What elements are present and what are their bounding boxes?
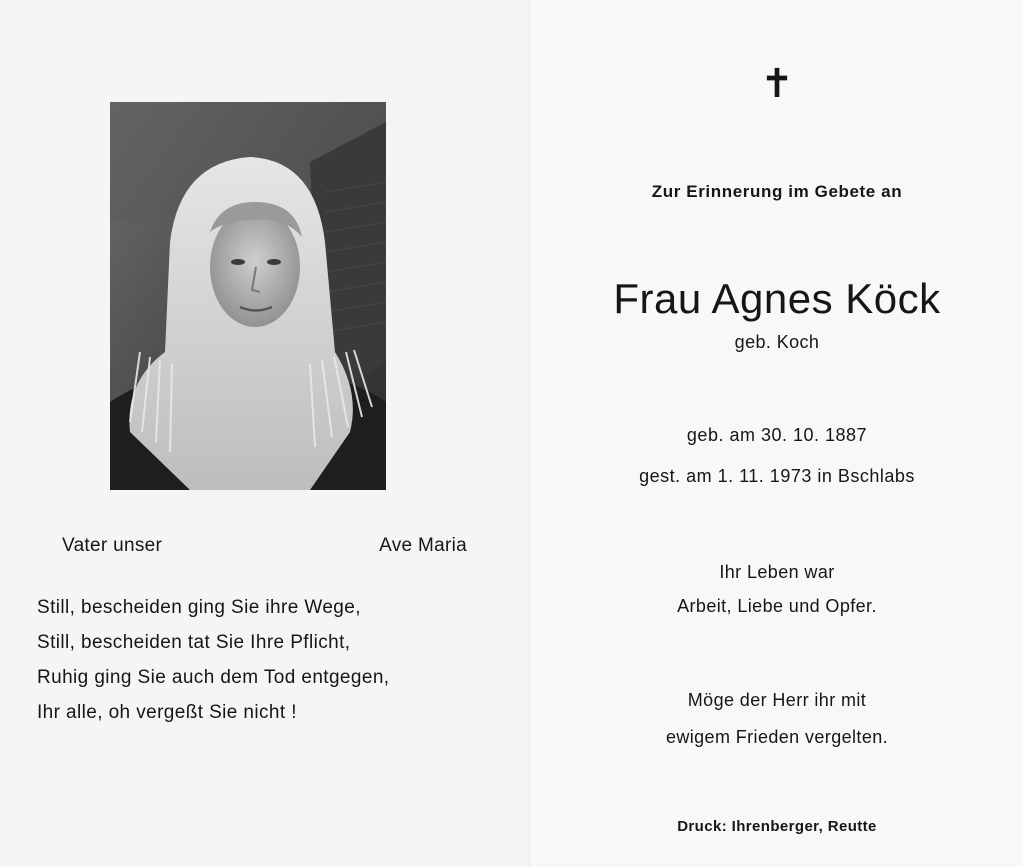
death-date: gest. am 1. 11. 1973 in Bschlabs <box>639 466 915 486</box>
prayer-vater-unser: Vater unser <box>62 535 163 556</box>
verse-line: Still, bescheiden ging Sie ihre Wege, <box>37 597 361 618</box>
birth-date: geb. am 30. 10. 1887 <box>686 425 868 445</box>
life-line: Ihr Leben war <box>719 562 835 582</box>
verse-line: Still, bescheiden tat Sie Ihre Pflicht, <box>37 632 351 653</box>
printer-credit: Druck: Ihrenberger, Reutte <box>677 818 877 835</box>
verse-line: Ihr alle, oh vergeßt Sie nicht ! <box>37 702 297 723</box>
maiden-name: geb. Koch <box>734 332 820 352</box>
memorial-verse <box>37 590 507 730</box>
intro-heading: Zur Erinnerung im Gebete an <box>651 182 903 201</box>
life-line: Arbeit, Liebe und Opfer. <box>677 596 877 616</box>
verse-line: Ruhig ging Sie auch dem Tod entgegen, <box>37 667 390 688</box>
prayer-ave-maria: Ave Maria <box>379 535 467 556</box>
deceased-name: Frau Agnes Köck <box>613 275 941 322</box>
blessing-line: Möge der Herr ihr mit <box>687 690 867 710</box>
blessing-line: ewigem Frieden vergelten. <box>665 727 889 747</box>
cross-icon: ✝ <box>760 61 794 107</box>
portrait-photo <box>110 102 386 490</box>
